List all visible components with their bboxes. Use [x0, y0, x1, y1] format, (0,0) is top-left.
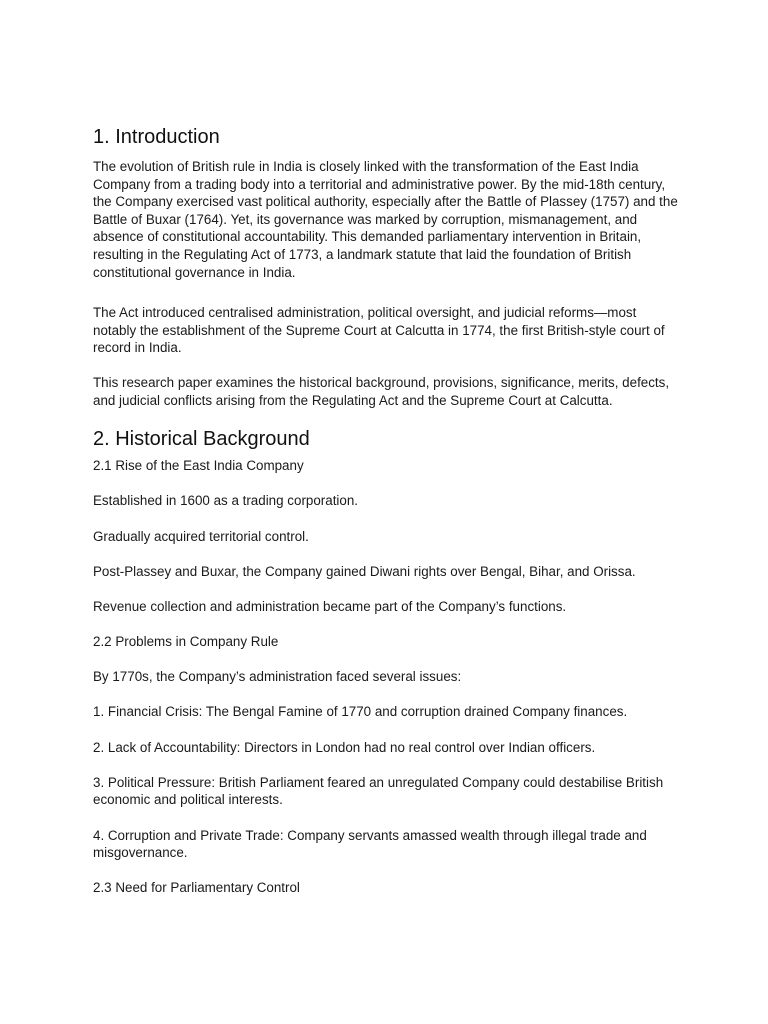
- background-point: Established in 1600 as a trading corporation.: [93, 493, 359, 509]
- numbered-issue: 3. Political Pressure: British Parliament feared an unregulated Company could destabilise British economic and political interests.: [93, 774, 664, 808]
- intro-paragraph: The evolution of British rule in India is closely linked with the transformation of the East India Company from a trading body into a territorial and administrative power. By the mid-18th century, the Company exercised vast political authority, especially after the Battle of Plassey (1757) and the Battle of Buxar (1764). Yet, its governance was marked by corruption, mismanagement, and absence of constitutional accountability. This demanded parliamentary intervention in Britain, resulting in the Regulating Act of 1773, a landmark statute that laid the foundation of British constitutional governance in India.: [93, 159, 678, 280]
- numbered-issue: 1. Financial Crisis: The Bengal Famine of 1770 and corruption drained Company finances.: [93, 704, 628, 720]
- document-page: [93, 124, 681, 915]
- section-heading-introduction: 1. Introduction: [93, 126, 220, 148]
- section-heading-historical-background: 2. Historical Background: [93, 428, 310, 451]
- background-point: Gradually acquired territorial control.: [93, 528, 309, 544]
- numbered-issue: 4. Corruption and Private Trade: Company servants amassed wealth through illegal trade and misgovernance.: [93, 827, 647, 861]
- subsection-heading: 2.3 Need for Parliamentary Control: [93, 880, 300, 896]
- background-point: Revenue collection and administration became part of the Company’s functions.: [93, 598, 567, 614]
- background-point: Post-Plassey and Buxar, the Company gained Diwani rights over Bengal, Bihar, and Orissa.: [93, 563, 636, 579]
- intro-paragraph: The Act introduced centralised administration, political oversight, and judicial reforms—most notably the establishment of the Supreme Court at Calcutta in 1774, the first British-style court of record in India.: [93, 305, 665, 356]
- subsection-heading: 2.2 Problems in Company Rule: [93, 634, 279, 650]
- intro-paragraph: This research paper examines the historical background, provisions, significance, merits, defects, and judicial conflicts arising from the Regulating Act and the Supreme Court at Calcutta.: [93, 374, 670, 408]
- background-point: By 1770s, the Company’s administration faced several issues:: [93, 669, 462, 685]
- subsection-heading: 2.1 Rise of the East India Company: [93, 458, 304, 474]
- numbered-issue: 2. Lack of Accountability: Directors in London had no real control over Indian officers.: [93, 739, 596, 755]
